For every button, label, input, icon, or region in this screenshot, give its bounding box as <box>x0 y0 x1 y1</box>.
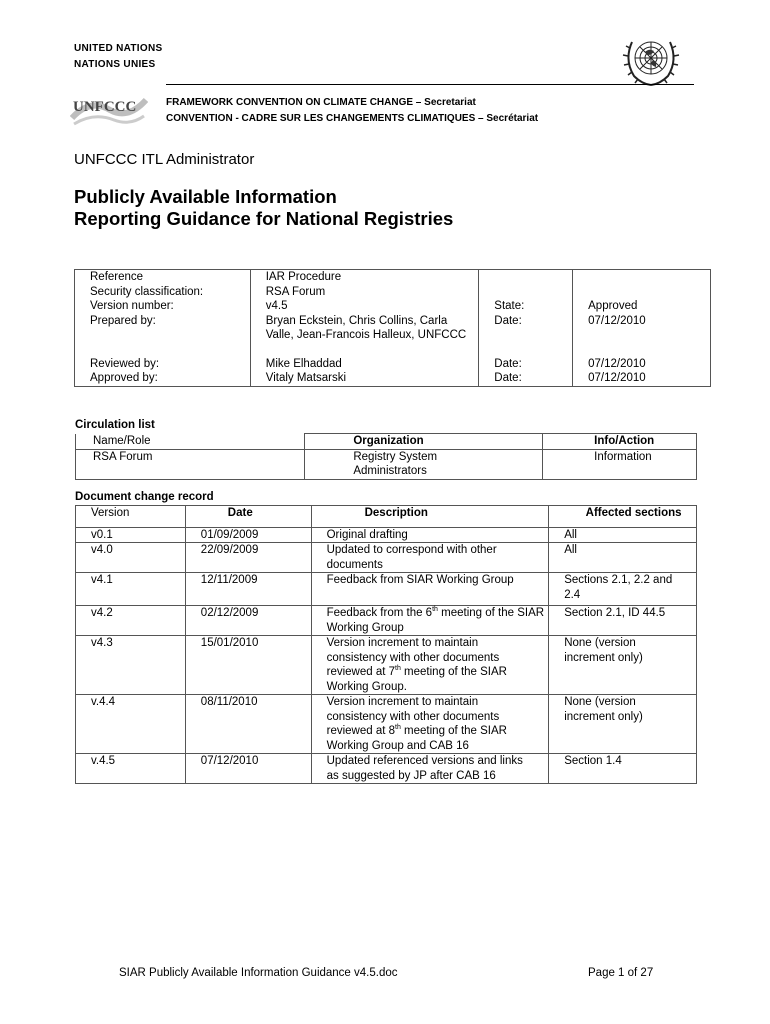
meta-row-classification <box>75 285 711 300</box>
meta-value: RSA Forum <box>250 285 479 300</box>
version-cell: v4.0 <box>76 543 186 573</box>
un-emblem-icon <box>618 32 684 88</box>
table-cell: Information <box>543 449 697 479</box>
date-cell: 15/01/2010 <box>185 636 311 695</box>
ordinal-suffix: th <box>432 606 438 614</box>
convention-name-en: FRAMEWORK CONVENTION ON CLIMATE CHANGE – Secretariat <box>166 97 476 108</box>
meta-label: Prepared by: <box>75 314 251 357</box>
version-cell: v.4.5 <box>76 754 186 784</box>
meta-row-approved <box>75 371 711 386</box>
description-text: meeting of the SIAR Working Group. <box>326 666 507 693</box>
description-cell: Feedback from SIAR Working Group <box>311 573 549 606</box>
footer-page-number: Page 1 of 27 <box>588 967 654 979</box>
meta-value: Approved <box>573 299 711 314</box>
meta-label: Date: <box>479 357 573 372</box>
column-header: Name/Role <box>76 434 305 450</box>
meta-row-version <box>75 299 711 314</box>
table-row <box>76 695 697 754</box>
table-row <box>76 543 697 573</box>
meta-label: Date: <box>479 314 573 357</box>
circulation-row <box>76 449 697 479</box>
svg-text:UNFCCC: UNFCCC <box>73 99 137 115</box>
date-cell: 01/09/2009 <box>185 527 311 543</box>
table-row <box>76 636 697 695</box>
document-title <box>74 186 453 230</box>
meta-value: 07/12/2010 <box>573 314 711 357</box>
description-text: Version increment to maintain consistency with other documents reviewed at 7 <box>326 637 500 678</box>
ordinal-suffix: th <box>395 665 401 673</box>
meta-empty <box>479 285 573 300</box>
affected-cell: None (version increment only) <box>549 636 697 695</box>
un-org-name-en: UNITED NATIONS <box>74 43 163 54</box>
meta-empty <box>573 285 711 300</box>
meta-value: 07/12/2010 <box>573 371 711 386</box>
table-cell: Registry System Administrators <box>305 449 543 479</box>
meta-value: Mike Elhaddad <box>250 357 479 372</box>
description-text: meeting of the SIAR Working Group <box>326 607 545 634</box>
description-text: Version increment to maintain consistency with other documents reviewed at 8 <box>326 696 500 737</box>
description-cell <box>311 695 549 754</box>
meta-empty <box>573 270 711 285</box>
table-row <box>76 527 697 543</box>
meta-label: Reviewed by: <box>75 357 251 372</box>
meta-value: IAR Procedure <box>250 270 479 285</box>
convention-name-fr: CONVENTION - CADRE SUR LES CHANGEMENTS CLIMATIQUES – Secrétariat <box>166 113 539 124</box>
column-header: Affected sections <box>549 506 697 528</box>
date-cell: 12/11/2009 <box>185 573 311 606</box>
version-cell: v4.3 <box>76 636 186 695</box>
change-record-header-row <box>76 506 697 528</box>
circulation-header-row <box>76 434 697 450</box>
description-cell <box>311 606 549 636</box>
ordinal-suffix: th <box>395 724 401 732</box>
version-cell: v0.1 <box>76 527 186 543</box>
affected-cell: Section 2.1, ID 44.5 <box>549 606 697 636</box>
description-cell: Updated referenced versions and links as suggested by JP after CAB 16 <box>311 754 549 784</box>
table-row <box>76 606 697 636</box>
meta-value: Bryan Eckstein, Chris Collins, Carla Valle, Jean-Francois Halleux, UNFCCC <box>250 314 479 357</box>
version-cell: v4.2 <box>76 606 186 636</box>
meta-row-prepared <box>75 314 711 357</box>
un-org-name-fr: NATIONS UNIES <box>74 59 156 70</box>
meta-value: Vitaly Matsarski <box>250 371 479 386</box>
meta-empty <box>479 270 573 285</box>
document-title-line1: Publicly Available Information <box>74 186 337 207</box>
table-cell: RSA Forum <box>76 449 305 479</box>
unfccc-logo <box>70 88 148 130</box>
date-cell: 07/12/2010 <box>185 754 311 784</box>
meta-label: Reference <box>75 270 251 285</box>
meta-value: 07/12/2010 <box>573 357 711 372</box>
date-cell: 08/11/2010 <box>185 695 311 754</box>
date-cell: 02/12/2009 <box>185 606 311 636</box>
author-line: UNFCCC ITL Administrator <box>74 151 255 168</box>
meta-label: Date: <box>479 371 573 386</box>
footer-filename: SIAR Publicly Available Information Guidance v4.5.doc <box>119 967 398 979</box>
document-meta-table <box>74 269 711 387</box>
description-cell <box>311 636 549 695</box>
affected-cell: All <box>549 527 697 543</box>
version-cell: v.4.4 <box>76 695 186 754</box>
description-text: Feedback from the 6 <box>326 607 433 619</box>
meta-label: State: <box>479 299 573 314</box>
description-cell: Updated to correspond with other documents <box>311 543 549 573</box>
affected-cell: Section 1.4 <box>549 754 697 784</box>
version-cell: v4.1 <box>76 573 186 606</box>
meta-label: Approved by: <box>75 371 251 386</box>
column-header: Description <box>311 506 549 528</box>
convention-header <box>166 95 538 127</box>
change-record-table <box>75 505 697 784</box>
meta-label: Security classification: <box>75 285 251 300</box>
header-rule <box>166 84 694 85</box>
date-cell: 22/09/2009 <box>185 543 311 573</box>
meta-label: Version number: <box>75 299 251 314</box>
document-title-line2: Reporting Guidance for National Registries <box>74 208 454 229</box>
table-row <box>76 573 697 606</box>
change-record-heading: Document change record <box>75 491 214 503</box>
column-header: Organization <box>305 434 543 450</box>
meta-row-reviewed <box>75 357 711 372</box>
circulation-table <box>75 433 697 480</box>
column-header: Version <box>76 506 186 528</box>
column-header: Date <box>185 506 311 528</box>
column-header: Info/Action <box>543 434 697 450</box>
circulation-heading: Circulation list <box>75 419 155 431</box>
affected-cell: None (version increment only) <box>549 695 697 754</box>
affected-cell: Sections 2.1, 2.2 and 2.4 <box>549 573 697 606</box>
meta-value: v4.5 <box>250 299 479 314</box>
description-cell: Original drafting <box>311 527 549 543</box>
table-row <box>76 754 697 784</box>
description-text: meeting of the SIAR Working Group and CAB 16 <box>326 725 507 752</box>
un-org-name <box>74 41 162 73</box>
affected-cell: All <box>549 543 697 573</box>
meta-row-reference <box>75 270 711 285</box>
